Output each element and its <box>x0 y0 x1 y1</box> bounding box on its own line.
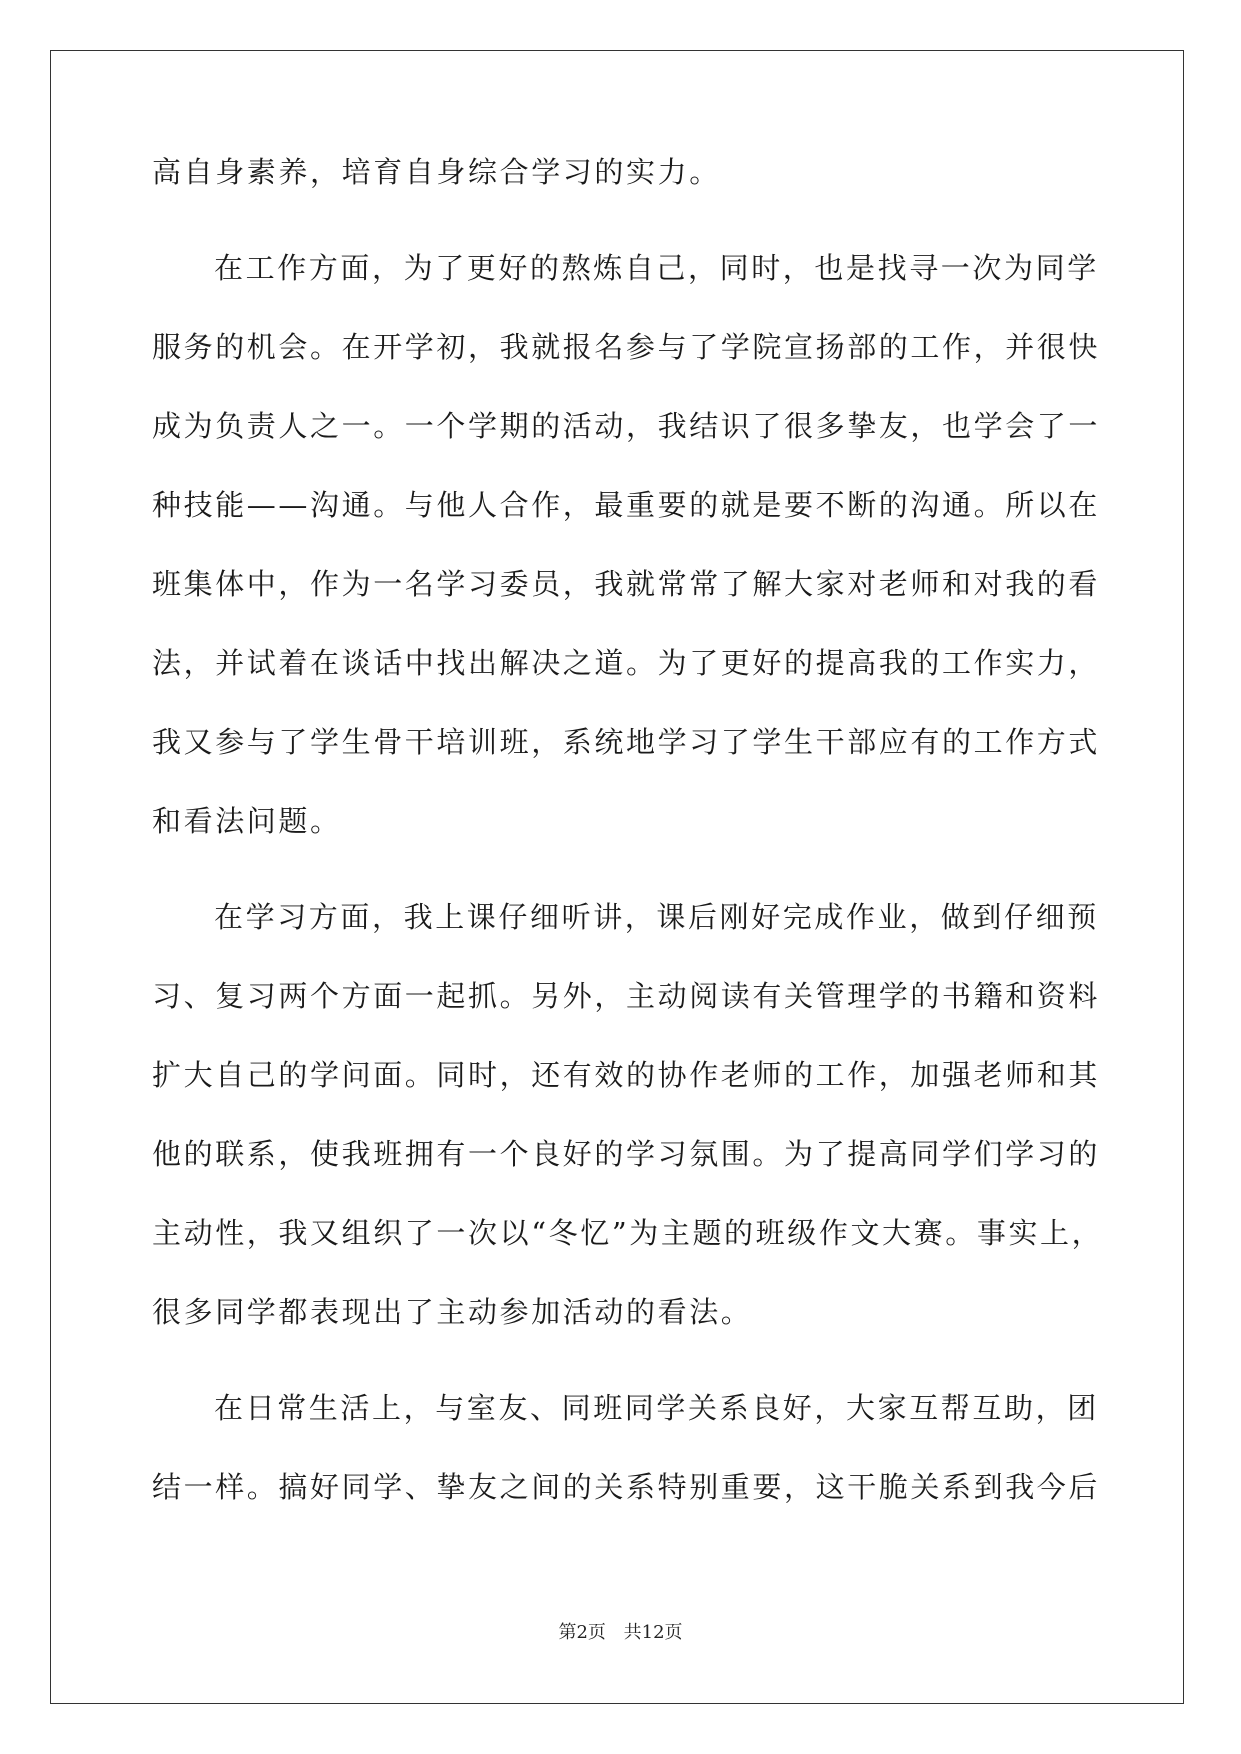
text-line: 成为负责人之一。一个学期的活动，我结识了很多挚友，也学会了一 <box>152 409 1101 443</box>
page-total: 共12页 <box>623 1622 683 1643</box>
text-line: 我又参与了学生骨干培训班，系统地学习了学生干部应有的工作方式 <box>152 725 1101 759</box>
text-line: 在工作方面，为了更好的熬炼自己，同时，也是找寻一次为同学 <box>214 251 1099 285</box>
text-line: 在学习方面，我上课仔细听讲，课后刚好完成作业，做到仔细预 <box>214 900 1099 934</box>
page-number: 第2页 <box>558 1622 606 1643</box>
text-line: 很多同学都表现出了主动参加活动的看法。 <box>152 1295 753 1329</box>
text-line: 他的联系，使我班拥有一个良好的学习氛围。为了提高同学们学习的 <box>152 1137 1101 1171</box>
text-line: 主动性，我又组织了一次以“冬忆”为主题的班级作文大赛。事实上， <box>152 1216 1104 1250</box>
text-line: 法，并试着在谈话中找出解决之道。为了更好的提高我的工作实力， <box>152 646 1101 680</box>
page-footer <box>0 1618 1241 1644</box>
text-line: 和看法问题。 <box>152 804 342 838</box>
text-line: 习、复习两个方面一起抓。另外，主动阅读有关管理学的书籍和资料 <box>152 979 1101 1013</box>
text-line: 结一样。搞好同学、挚友之间的关系特别重要，这干脆关系到我今后 <box>152 1470 1101 1504</box>
text-line: 高自身素养，培育自身综合学习的实力。 <box>152 155 721 189</box>
text-line: 扩大自己的学问面。同时，还有效的协作老师的工作，加强老师和其 <box>152 1058 1101 1092</box>
page-border <box>50 50 1184 1704</box>
text-line: 种技能——沟通。与他人合作，最重要的就是要不断的沟通。所以在 <box>152 488 1101 522</box>
text-line: 服务的机会。在开学初，我就报名参与了学院宣扬部的工作，并很快 <box>152 330 1101 364</box>
text-line: 在日常生活上，与室友、同班同学关系良好，大家互帮互助，团 <box>214 1391 1099 1425</box>
text-line: 班集体中，作为一名学习委员，我就常常了解大家对老师和对我的看 <box>152 567 1101 601</box>
